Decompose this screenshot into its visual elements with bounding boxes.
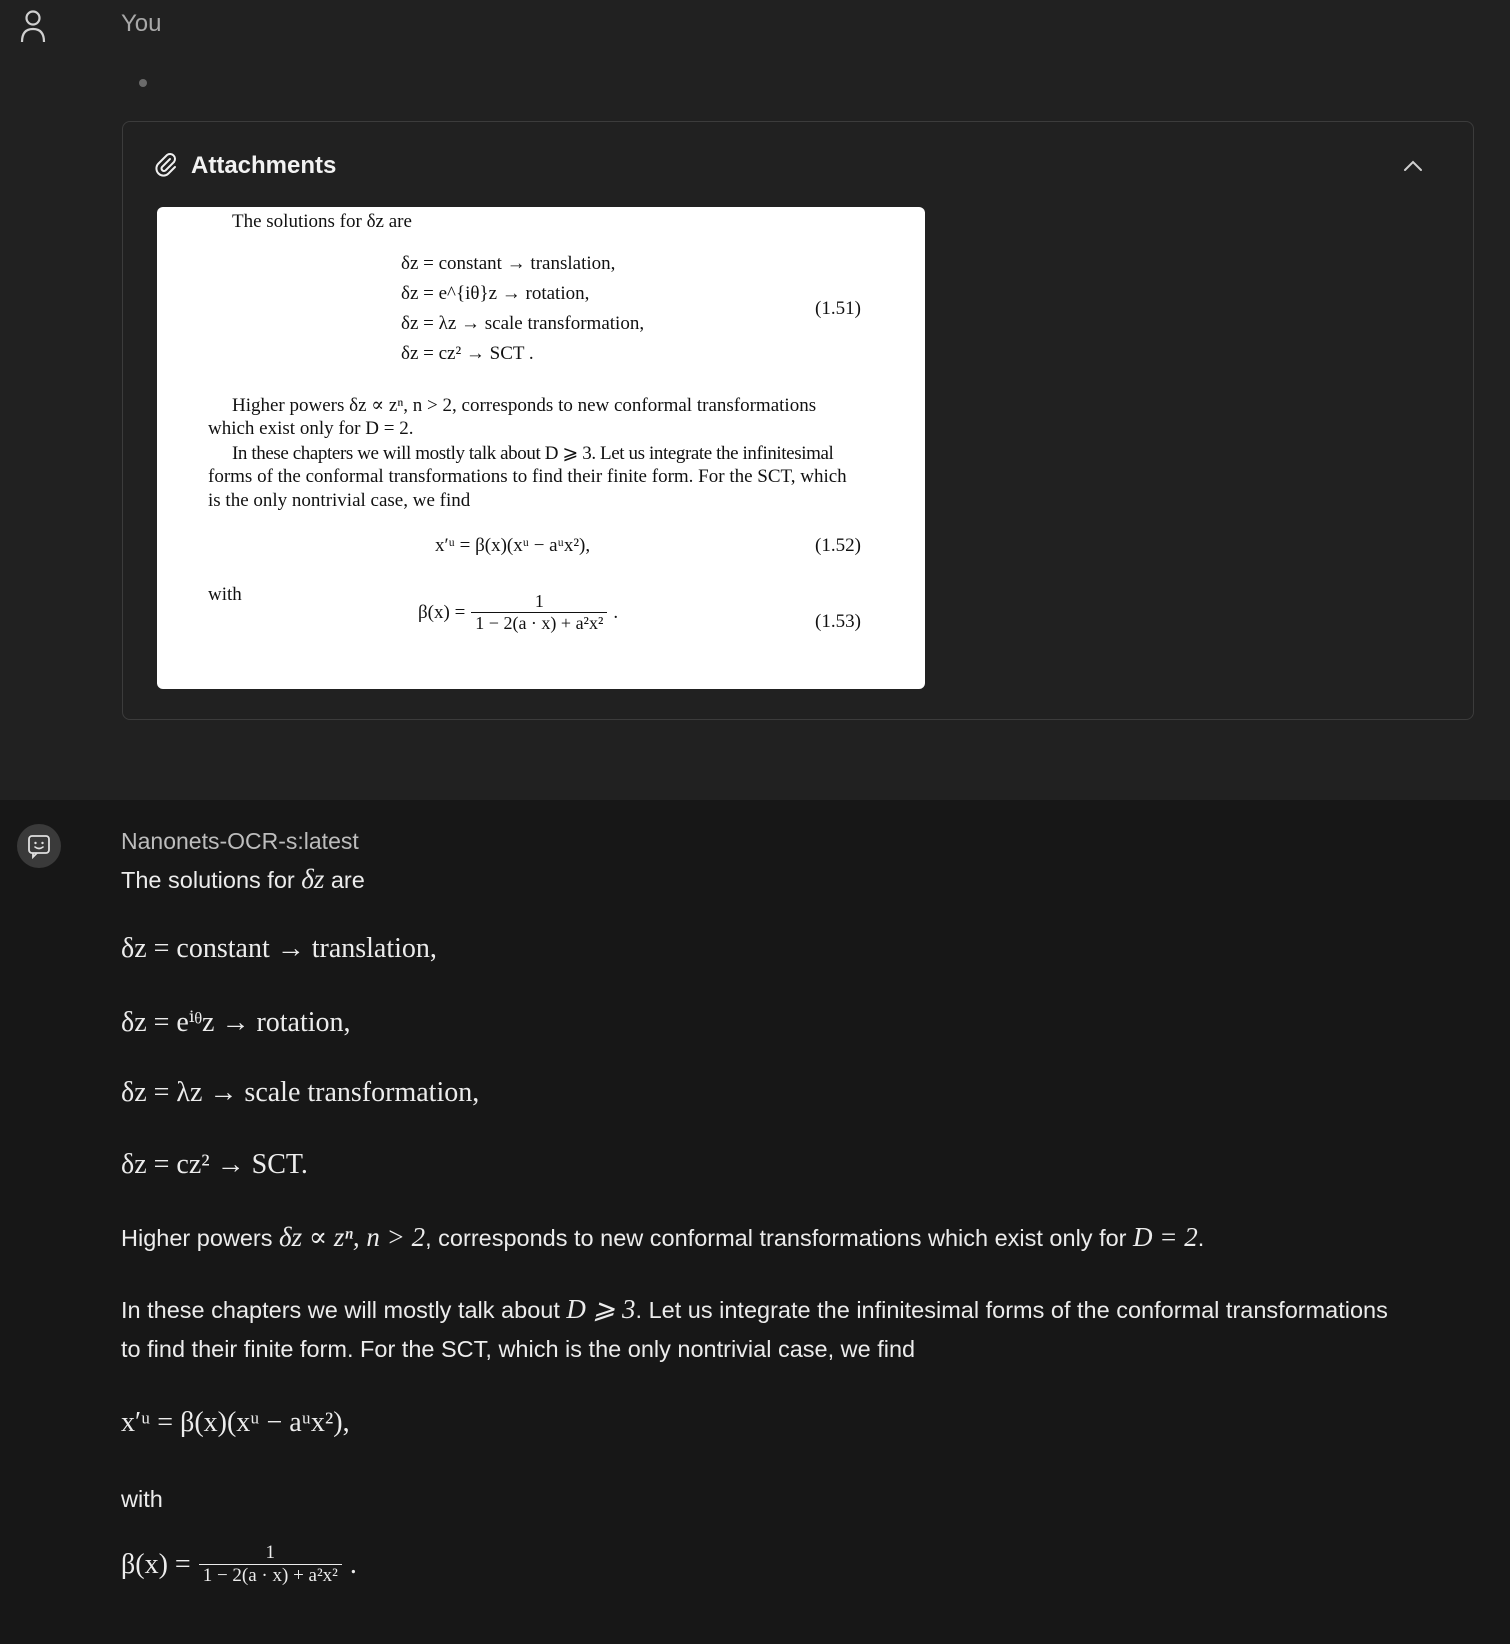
doc-with: with — [208, 584, 242, 605]
text-span: , corresponds to new conformal transformations which exist only for — [425, 1225, 1134, 1251]
doc-eq-line: δz = constant → translation, — [401, 253, 616, 274]
text-span: are — [324, 867, 365, 893]
doc-eq2: x′ᵘ = β(x)(xᵘ − aᵘx²), — [435, 535, 591, 556]
user-name: You — [121, 10, 162, 37]
response-eq2: x′ᵘ = β(x)(xᵘ − aᵘx²), — [121, 1407, 350, 1438]
math-span: D = 2 — [1133, 1222, 1198, 1252]
doc-eq3-numerator: 1 — [471, 591, 607, 613]
response-eq-line: δz = eⁱᶿz → rotation, — [121, 1007, 351, 1038]
response-with: with — [121, 1486, 163, 1512]
doc-paragraph-line: which exist only for D = 2. — [208, 418, 414, 439]
doc-eq-line: δz = cz² → SCT . — [401, 343, 534, 364]
math-span: δz — [301, 864, 325, 894]
doc-eq3-lhs: β(x) = — [418, 601, 466, 623]
response-paragraph — [121, 1294, 1388, 1325]
user-icon — [18, 8, 48, 44]
chevron-up-icon[interactable] — [1399, 152, 1427, 180]
doc-paragraph-line: is the only nontrivial case, we find — [208, 490, 471, 511]
attachment-image[interactable] — [157, 207, 925, 689]
doc-paragraph-line: forms of the conformal transformations to find their finite form. For the SCT, which — [208, 466, 847, 487]
math-span: δz ∝ zⁿ, n > 2 — [279, 1222, 426, 1252]
response-intro — [121, 864, 365, 895]
math-span: D ⩾ 3 — [566, 1294, 636, 1324]
doc-eq-line: δz = e^{iθ}z → rotation, — [401, 283, 590, 304]
response-eq-line: δz = cz² → SCT. — [121, 1149, 308, 1180]
paperclip-icon — [153, 151, 179, 182]
response-paragraph — [121, 1222, 1204, 1253]
eq-number: (1.53) — [815, 611, 861, 632]
response-paragraph-line: to find their finite form. For the SCT, which is the only nontrivial case, we find — [121, 1336, 916, 1362]
text-span: The solutions for — [121, 867, 302, 893]
attachments-title: Attachments — [191, 152, 337, 179]
bullet-dot — [139, 79, 147, 87]
text-span: . — [1197, 1225, 1205, 1251]
chat-bot-icon — [17, 824, 61, 868]
eq-number: (1.51) — [815, 298, 861, 319]
text-span: Higher powers — [121, 1225, 280, 1251]
response-eq3-denominator: 1 − 2(a · x) + a²x² — [202, 1565, 338, 1586]
response-eq-line: δz = constant → translation, — [121, 933, 437, 964]
doc-eq3-fraction — [471, 591, 607, 634]
doc-paragraph-line: In these chapters we will mostly talk about D ⩾ 3. Let us integrate the infinitesimal — [232, 443, 834, 464]
user-message — [0, 0, 1510, 800]
response-eq3-lhs: β(x) = — [121, 1548, 191, 1580]
response-eq3-tail: . — [349, 1548, 357, 1580]
text-span: In these chapters we will mostly talk about — [121, 1297, 567, 1323]
assistant-name: Nanonets-OCR-s:latest — [121, 828, 359, 854]
attachments-header[interactable] — [153, 146, 336, 186]
doc-eq3-denominator: 1 − 2(a · x) + a²x² — [475, 613, 604, 633]
assistant-message — [0, 800, 1510, 1644]
response-eq-line: δz = λz → scale transformation, — [121, 1077, 480, 1108]
attachments-panel — [122, 121, 1474, 720]
doc-eq3 — [418, 591, 618, 634]
doc-intro: The solutions for δz are — [232, 211, 412, 232]
eq-number: (1.52) — [815, 535, 861, 556]
response-eq3-numerator: 1 — [199, 1542, 342, 1565]
doc-paragraph-line: Higher powers δz ∝ zⁿ, n > 2, corresponds to new conformal transformations — [232, 395, 817, 416]
response-eq3 — [121, 1542, 357, 1587]
doc-eq-line: δz = λz → scale transformation, — [401, 313, 645, 334]
response-eq3-fraction — [199, 1542, 342, 1587]
text-span: . Let us integrate the infinitesimal forms of the conformal transformations — [635, 1297, 1388, 1323]
doc-eq3-tail: . — [613, 601, 619, 623]
